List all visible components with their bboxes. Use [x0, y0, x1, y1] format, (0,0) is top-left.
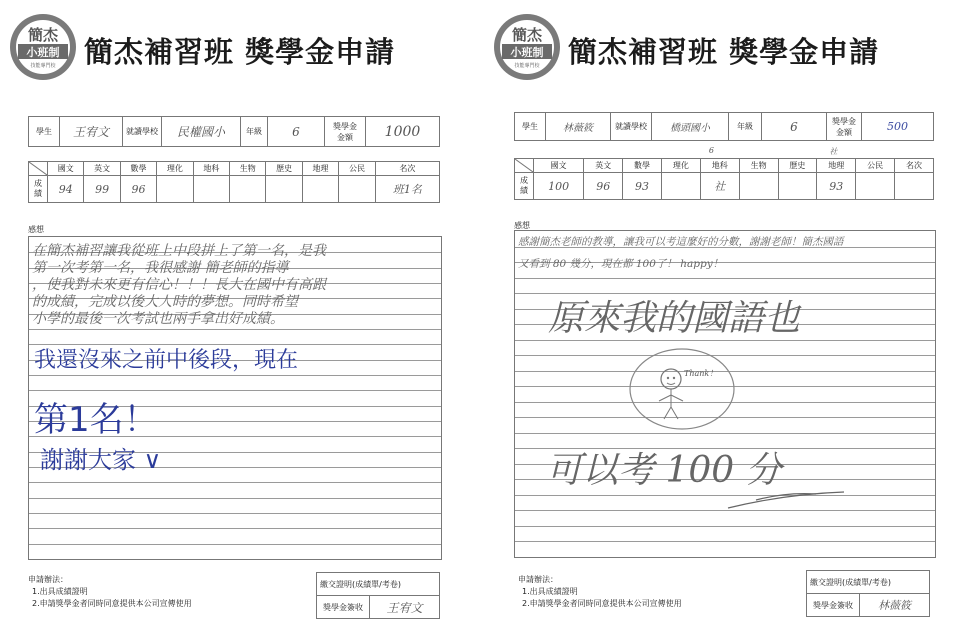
notes-item-1: 1.出具成績證明	[522, 587, 578, 596]
student-name: 王宥文	[60, 117, 123, 147]
ruled-line	[29, 498, 441, 499]
handwritten-line: 在簡杰補習讓我從班上中段拼上了第一名，是我	[32, 243, 326, 259]
subject-score	[266, 176, 302, 203]
subject-header: 國文	[534, 159, 584, 173]
student-name: 林薇筱	[546, 113, 611, 141]
amount-label: 獎學金 金額	[827, 113, 862, 141]
amount-value: 1000	[366, 117, 440, 147]
school-logo	[492, 12, 562, 82]
student-info-table	[514, 112, 934, 141]
grades-table	[514, 158, 934, 200]
feelings-label: 感想	[514, 221, 530, 230]
scholarship-form-right	[486, 0, 958, 637]
handwritten-line: 原來我的國語也	[548, 298, 801, 339]
ruled-line	[29, 528, 441, 529]
school-name: 民權國小	[162, 117, 241, 147]
subject-score	[157, 176, 193, 203]
subject-score	[339, 176, 375, 203]
handwritten-line: 小學的最後一次考試也兩手拿出好成績。	[32, 311, 284, 327]
doodle-drawing	[626, 345, 738, 435]
subject-score: 94	[48, 176, 84, 203]
subject-score: 96	[120, 176, 156, 203]
subject-score: 班1名	[375, 176, 439, 203]
student-label: 學生	[515, 113, 546, 141]
school-label: 就讀學校	[611, 113, 652, 141]
notes-title: 申請辦法：	[28, 575, 68, 584]
amount-label: 獎學金 金額	[325, 117, 366, 147]
handwritten-line: 第一次考第一名，我很感謝 簡老師的指導	[32, 260, 289, 276]
ruled-line	[29, 513, 441, 514]
ruled-line	[515, 510, 935, 511]
subject-header: 歷史	[778, 159, 817, 173]
subject-header: 數學	[623, 159, 662, 173]
subject-score: 社	[700, 173, 739, 200]
notes-item-2: 2.申請獎學金者同時同意提供本公司宣傳使用	[32, 599, 192, 608]
receipt-table	[316, 572, 440, 619]
subject-header: 地理	[817, 159, 856, 173]
handwritten-line: 可以考 100 分	[546, 450, 782, 491]
submit-proof-label: 繳交證明(成績單/考卷)	[807, 571, 930, 594]
underline-strokes	[726, 488, 846, 512]
submit-proof-label: 繳交證明(成績單/考卷)	[317, 573, 440, 596]
student-label: 學生	[29, 117, 60, 147]
ruled-line	[515, 495, 935, 496]
subject-score: 99	[84, 176, 120, 203]
subject-header: 數學	[120, 162, 156, 176]
receipt-signature: 林薇筱	[860, 594, 930, 617]
grades-row-label: 成 績	[515, 173, 534, 200]
handwritten-line: 第1名！	[34, 400, 158, 440]
application-notes	[28, 574, 192, 610]
subject-header: 理化	[661, 159, 700, 173]
subject-header: 生物	[739, 159, 778, 173]
grade-mark: 6	[708, 146, 714, 155]
subject-header: 地科	[193, 162, 229, 176]
grades-table	[28, 161, 440, 203]
subject-header: 地科	[700, 159, 739, 173]
feelings-label: 感想	[28, 225, 44, 234]
notes-item-1: 1.出具成績證明	[32, 587, 88, 596]
subject-score	[856, 173, 895, 200]
ruled-line	[29, 544, 441, 545]
subject-header: 國文	[48, 162, 84, 176]
logo-line2: 小班制	[26, 46, 60, 59]
subject-score: 93	[817, 173, 856, 200]
subject-header: 英文	[584, 159, 623, 173]
logo-line2: 小班制	[510, 46, 544, 59]
grade-value: 6	[268, 117, 325, 147]
grade-value: 6	[762, 113, 827, 141]
grade-mark: 社	[829, 147, 838, 156]
grades-row-label: 成 績	[29, 176, 48, 203]
form-title: 簡杰補習班 獎學金申請	[84, 35, 396, 69]
grades-corner	[515, 159, 534, 173]
subject-score	[739, 173, 778, 200]
application-notes	[518, 574, 682, 610]
handwritten-line: ，使我對未來更有信心！！！長大在國中有高跟	[32, 277, 326, 293]
notes-item-2: 2.申請獎學金者同時同意提供本公司宣傳使用	[522, 599, 682, 608]
subject-score	[302, 176, 338, 203]
receipt-label: 獎學金簽收	[807, 594, 860, 617]
subject-score	[230, 176, 266, 203]
handwritten-line: 又看到 80 幾分，現在都 100了！ happy！	[518, 258, 724, 270]
subject-header: 公民	[856, 159, 895, 173]
subject-score	[661, 173, 700, 200]
subject-header: 歷史	[266, 162, 302, 176]
subject-score	[193, 176, 229, 203]
ruled-line	[515, 278, 935, 279]
subject-score: 96	[584, 173, 623, 200]
subject-score	[895, 173, 934, 200]
handwritten-line: 的成績，完成以後大人時的夢想。同時希望	[32, 294, 298, 310]
handwritten-line: 感謝簡杰老師的教導，讓我可以考這麼好的分數，謝謝老師！簡杰國語	[518, 236, 844, 248]
ruled-line	[515, 526, 935, 527]
ruled-line	[515, 541, 935, 542]
grade-label: 年級	[729, 113, 762, 141]
logo-line3: 技能專門校	[514, 63, 540, 69]
subject-header: 公民	[339, 162, 375, 176]
subject-score: 100	[534, 173, 584, 200]
school-name: 橋頭國小	[652, 113, 729, 141]
receipt-label: 獎學金簽收	[317, 596, 370, 619]
school-label: 就讀學校	[123, 117, 162, 147]
subject-score	[778, 173, 817, 200]
receipt-table	[806, 570, 930, 617]
grade-label: 年級	[241, 117, 268, 147]
amount-value: 500	[862, 113, 934, 141]
logo-line1: 簡杰	[511, 26, 543, 44]
ruled-line	[29, 482, 441, 483]
grades-corner	[29, 162, 48, 176]
subject-header: 名次	[895, 159, 934, 173]
subject-header: 名次	[375, 162, 439, 176]
subject-header: 地理	[302, 162, 338, 176]
subject-header: 英文	[84, 162, 120, 176]
student-info-table	[28, 116, 440, 147]
scholarship-form-left	[0, 0, 470, 637]
logo-line3: 技能專門校	[30, 63, 56, 69]
subject-score: 93	[623, 173, 662, 200]
handwritten-line: 謝謝大家 ∨	[40, 446, 162, 474]
notes-title: 申請辦法：	[518, 575, 558, 584]
ruled-line	[29, 375, 441, 376]
form-title: 簡杰補習班 獎學金申請	[568, 35, 880, 69]
handwritten-line: 我還沒來之前中後段，現在	[34, 348, 299, 373]
receipt-signature: 王宥文	[370, 596, 440, 619]
logo-line1: 簡杰	[27, 26, 59, 44]
ruled-line	[29, 329, 441, 330]
subject-header: 理化	[157, 162, 193, 176]
doodle-caption: Thank！	[684, 369, 718, 378]
school-logo	[8, 12, 78, 82]
subject-header: 生物	[230, 162, 266, 176]
